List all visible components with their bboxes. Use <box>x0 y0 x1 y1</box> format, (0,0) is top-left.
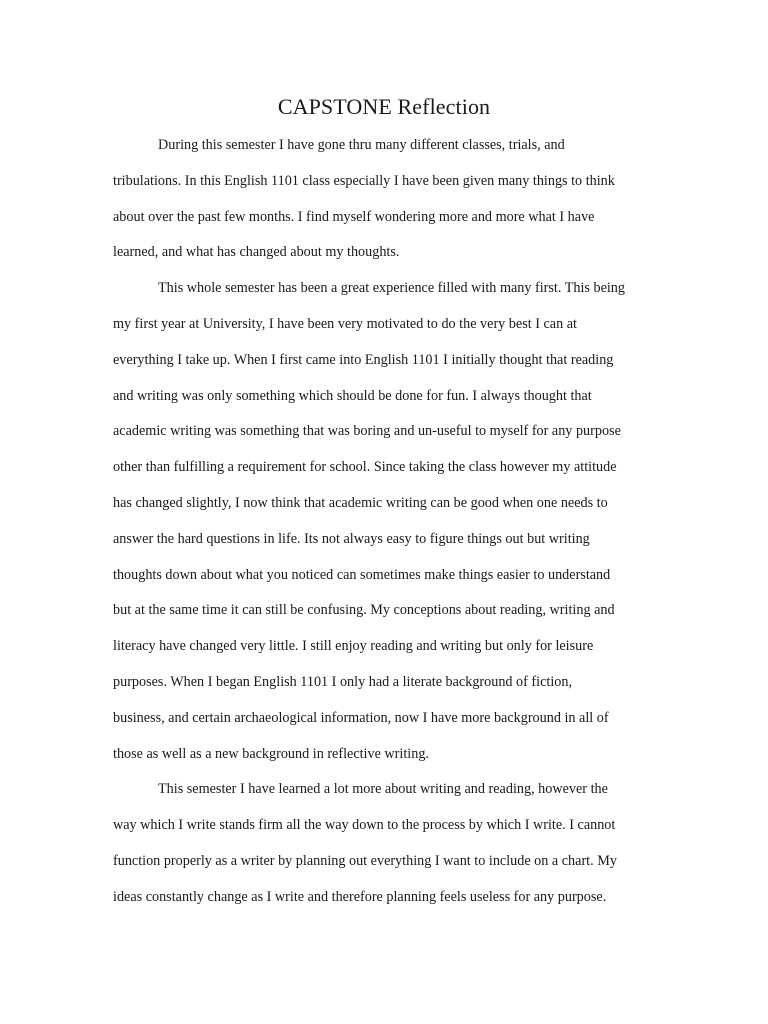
text-line: function properly as a writer by planning out everything I want to include on a chart. My <box>113 852 617 869</box>
text-line: about over the past few months. I find myself wondering more and more what I have <box>113 208 595 225</box>
text-line: During this semester I have gone thru many different classes, trials, and <box>158 137 565 153</box>
paragraph-3 <box>113 772 653 915</box>
text-line: other than fulfilling a requirement for school. Since taking the class however my attitude <box>113 459 617 476</box>
text-line: but at the same time it can still be confusing. My conceptions about reading, writing and <box>113 602 615 619</box>
text-line: answer the hard questions in life. Its not always easy to figure things out but writing <box>113 530 590 547</box>
text-line: literacy have changed very little. I still enjoy reading and writing but only for leisure <box>113 638 594 655</box>
text-line: This semester I have learned a lot more about writing and reading, however the <box>158 781 608 798</box>
document-title: CAPSTONE Reflection <box>277 94 491 119</box>
text-line: purposes. When I began English 1101 I only had a literate background of fiction, <box>113 673 573 690</box>
text-line: thoughts down about what you noticed can sometimes make things easier to understand <box>113 566 611 583</box>
text-line: has changed slightly, I now think that academic writing can be good when one needs to <box>113 494 608 511</box>
text-line: business, and certain archaeological information, now I have more background in all of <box>113 709 609 726</box>
text-line: those as well as a new background in reflective writing. <box>113 745 429 762</box>
text-line: This whole semester has been a great experience filled with many first. This being <box>158 280 625 297</box>
text-line: way which I write stands firm all the way down to the process by which I write. I cannot <box>113 817 616 834</box>
document-body <box>113 128 653 916</box>
text-line: academic writing was something that was boring and un-useful to myself for any purpose <box>113 423 621 440</box>
text-line: ideas constantly change as I write and therefore planning feels useless for any purpose. <box>113 888 607 905</box>
text-line: everything I take up. When I first came into English 1101 I initially thought that reading <box>113 351 614 368</box>
text-line: learned, and what has changed about my thoughts. <box>113 244 400 261</box>
paragraph-1 <box>113 128 653 271</box>
text-line: my first year at University, I have been very motivated to do the very best I can at <box>113 315 577 332</box>
text-line: tribulations. In this English 1101 class especially I have been given many things to think <box>113 172 615 189</box>
text-line: and writing was only something which should be done for fun. I always thought that <box>113 387 592 404</box>
paragraph-2 <box>113 271 653 772</box>
